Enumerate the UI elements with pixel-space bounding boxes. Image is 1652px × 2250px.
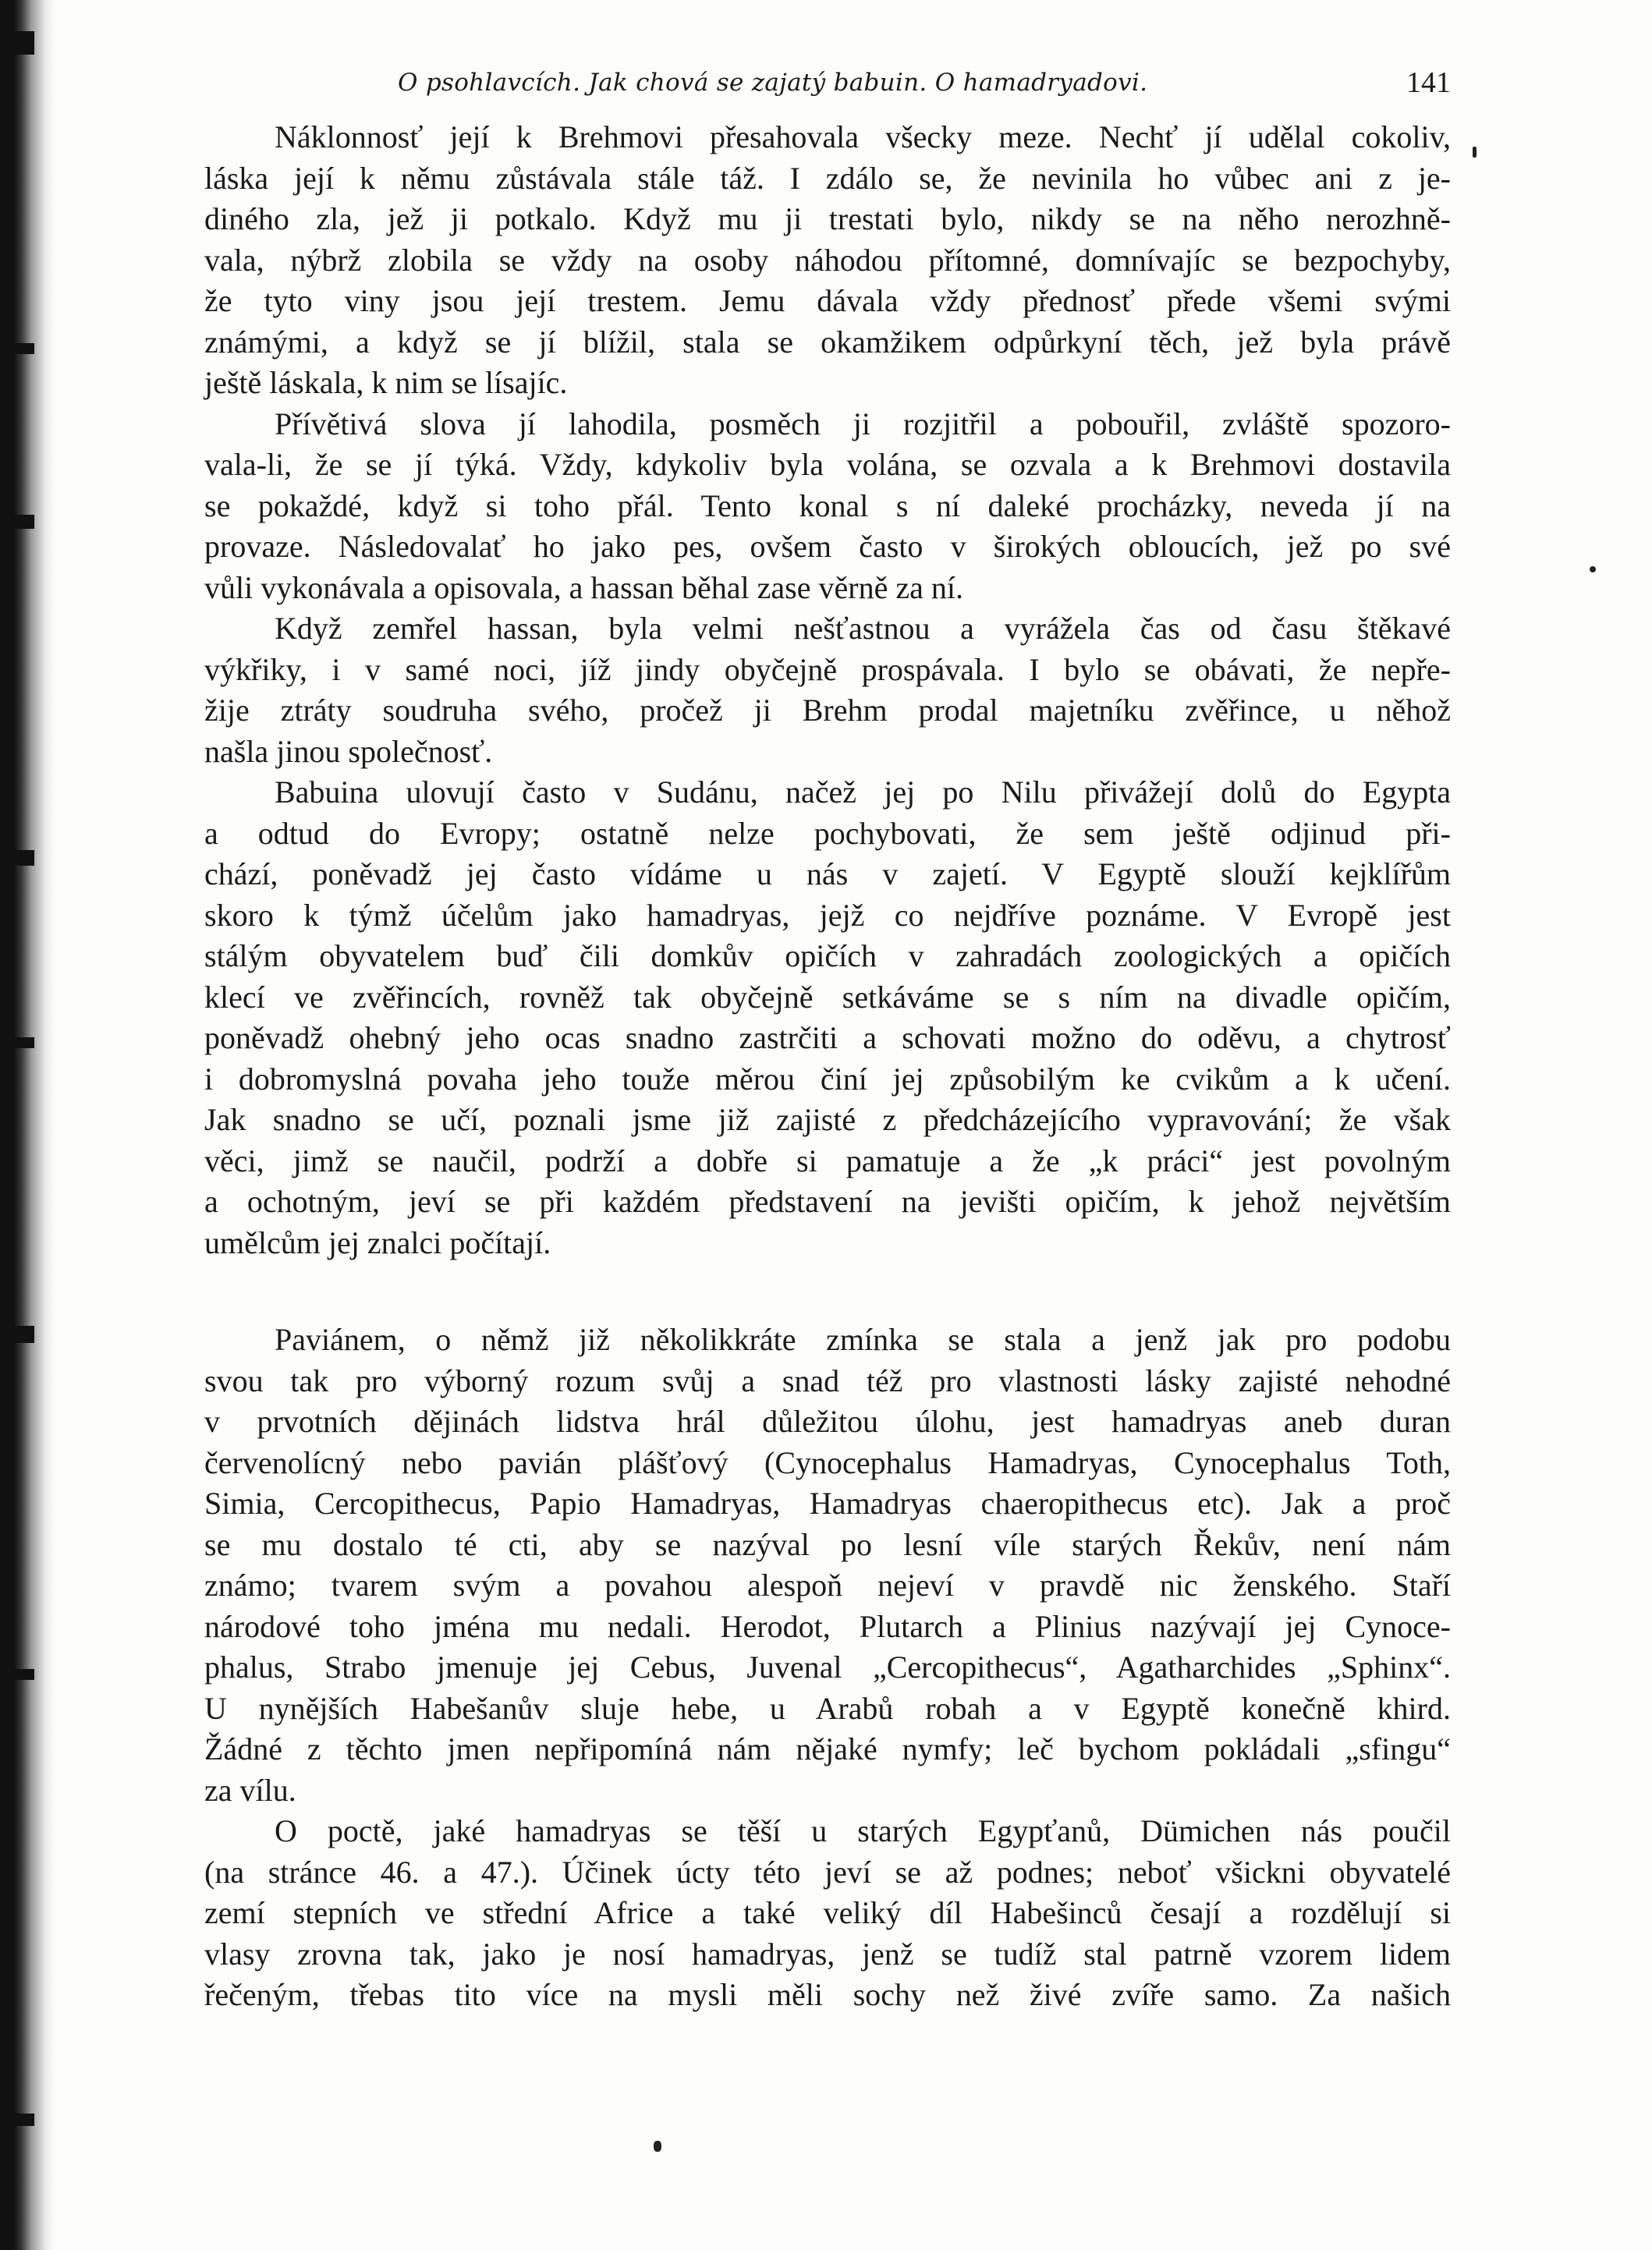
text-line: láska její k němu zůstávala stále táž. I zdálo se, že nevinila ho vůbec ani z je- bbox=[204, 160, 1451, 196]
text-line: výkřiky, i v samé noci, jíž jindy obyčejně prospávala. I bylo se obávati, že nepře- bbox=[204, 651, 1451, 687]
text-line: klecí ve zvěřincích, rovněž tak obyčejně setkáváme se s ním na divadle opičím, bbox=[204, 979, 1451, 1015]
text-line: se pokaždé, když si toho přál. Tento konal s ní daleké procházky, neveda jí na bbox=[204, 487, 1451, 523]
text-line: vůli vykonávala a opisovala, a hassan běhal zase věrně za ní. bbox=[204, 569, 963, 605]
text-line: Babuina ulovují často v Sudánu, načež jej po Nilu přivážejí dolů do Egypta bbox=[275, 774, 1451, 810]
text-line: červenolícný nebo pavián plášťový (Cynocephalus Hamadryas, Cynocephalus Toth, bbox=[204, 1444, 1451, 1480]
text-line: i dobromyslná povaha jeho touže měrou činí jej způsobilým ke cvikům a k učení. bbox=[204, 1061, 1451, 1097]
edge-mark bbox=[8, 1326, 34, 1343]
text-line: řečeným, třebas tito více na mysli měli sochy než živé zvíře samo. Za našich bbox=[204, 1977, 1451, 2012]
text-line: za vílu. bbox=[204, 1772, 296, 1808]
text-line: se mu dostalo té cti, aby se nazýval po lesní víle starých Řekův, není nám bbox=[204, 1526, 1451, 1562]
text-line: a odtud do Evropy; ostatně nelze pochybovati, že sem ještě odjinud při- bbox=[204, 815, 1451, 851]
running-head: O psohlavcích. Jak chová se zajatý babuin. O hamadryadovi. bbox=[398, 69, 1148, 97]
text-line: svou tak pro výborný rozum svůj a snad též pro vlastnosti lásky zajisté nehodné bbox=[204, 1362, 1451, 1398]
paragraph bbox=[204, 1320, 1451, 1811]
text-line: a ochotným, jeví se při každém představení na jevišti opičím, k jehož největším bbox=[204, 1184, 1451, 1219]
text-line: Žádné z těchto jmen nepřipomíná nám nějaké nymfy; leč bychom pokládali „sfingu“ bbox=[204, 1731, 1451, 1766]
text-line: stálým obyvatelem buď čili domkův opičích v zahradách zoologických a opičích bbox=[204, 938, 1451, 973]
text-line: věci, jimž se naučil, podrží a dobře si pamatuje a že „k práci“ jest povolným bbox=[204, 1143, 1451, 1178]
text-line: vlasy zrovna tak, jako je nosí hamadryas, jenž se tudíž stal patrně vzorem lidem bbox=[204, 1936, 1451, 1972]
edge-mark bbox=[8, 1037, 34, 1048]
text-line: známými, a když se jí blížil, stala se okamžikem odpůrkyní těch, jež byla právě bbox=[204, 324, 1451, 360]
text-line: umělcům jej znalci počítají. bbox=[204, 1224, 551, 1260]
text-line: poněvadž ohebný jeho ocas snadno zastrčiti a schovati možno do oděvu, a chytrosť bbox=[204, 1020, 1451, 1055]
paragraph bbox=[204, 404, 1451, 609]
text-line: ještě láskala, k nim se lísajíc. bbox=[204, 365, 568, 400]
edge-mark bbox=[8, 2114, 34, 2126]
text-line: Jak snadno se učí, poznali jsme již zajisté z předcházejícího vypravování; že však bbox=[204, 1102, 1451, 1137]
text-line: našla jinou společnosť. bbox=[204, 733, 493, 769]
text-line: Simia, Cercopithecus, Papio Hamadryas, Hamadryas chaeropithecus etc). Jak a proč bbox=[204, 1486, 1451, 1521]
scan-speck bbox=[1590, 566, 1596, 572]
paragraph bbox=[204, 117, 1451, 404]
text-line: vala, nýbrž zlobila se vždy na osoby náhodou přítomné, domnívajíc se bezpochyby, bbox=[204, 242, 1451, 278]
edge-mark bbox=[8, 850, 34, 866]
scan-speck bbox=[1473, 147, 1477, 158]
edge-mark bbox=[8, 31, 34, 55]
paragraph bbox=[204, 772, 1451, 1263]
text-line: U nynějších Habešanův sluje hebe, u Arabů robah a v Egyptě konečně khird. bbox=[204, 1690, 1451, 1726]
text-line: O poctě, jaké hamadryas se těší u starých Egypťanů, Dümichen nás poučil bbox=[275, 1813, 1451, 1848]
text-line: (na stránce 46. a 47.). Účinek úcty této jeví se až podnes; neboť všickni obyvatelé bbox=[204, 1854, 1451, 1890]
text-line: provaze. Následovalať ho jako pes, ovšem často v širokých obloucích, jež po své bbox=[204, 529, 1451, 564]
text-line: národové toho jména mu nedali. Herodot, Plutarch a Plinius nazývají jej Cynoce- bbox=[204, 1608, 1451, 1644]
paragraph bbox=[204, 608, 1451, 772]
body-text bbox=[204, 117, 1451, 2016]
text-line: Přívětivá slova jí lahodila, posměch ji rozjitřil a pobouřil, zvláště spozoro- bbox=[275, 406, 1451, 441]
text-line: v prvotních dějinách lidstva hrál důležitou úlohu, jest hamadryas aneb duran bbox=[204, 1404, 1451, 1439]
edge-mark bbox=[8, 343, 34, 354]
edge-mark bbox=[8, 1669, 34, 1680]
text-line: vala-li, že se jí týká. Vždy, kdykoliv byla volána, se ozvala a k Brehmovi dostavila bbox=[204, 447, 1451, 482]
text-line: chází, poněvadž jej často vídáme u nás v zajetí. V Egyptě slouží kejklířům bbox=[204, 856, 1451, 891]
text-line: zemí stepních ve střední Africe a také veliký díl Habešinců česají a rozdělují si bbox=[204, 1895, 1451, 1930]
text-line: diného zla, jež ji potkalo. Když mu ji trestati bylo, nikdy se na něho nerozhně- bbox=[204, 201, 1451, 236]
scan-speck bbox=[654, 2141, 661, 2152]
text-line: Paviánem, o němž již několikkráte zmínka se stala a jenž jak pro podobu bbox=[275, 1322, 1451, 1357]
section-gap bbox=[204, 1263, 1451, 1320]
text-line: skoro k týmž účelům jako hamadryas, jejž co nejdříve poznáme. V Evropě jest bbox=[204, 897, 1451, 933]
page-header bbox=[203, 62, 1451, 109]
text-line: známo; tvarem svým a povahou alespoň nejeví v pravdě nic ženského. Staří bbox=[204, 1568, 1451, 1603]
page-number: 141 bbox=[1406, 66, 1451, 99]
paragraphs bbox=[204, 117, 1451, 2016]
text-line: Náklonnosť její k Brehmovi přesahovala všecky meze. Nechť jí udělal cokoliv, bbox=[275, 119, 1451, 154]
binding-edge bbox=[0, 0, 55, 2250]
text-line: Když zemřel hassan, byla velmi nešťastnou a vyrážela čas od času štěkavé bbox=[275, 611, 1451, 646]
text-line: žije ztráty soudruha svého, pročež ji Brehm prodal majetníku zvěřince, u něhož bbox=[204, 693, 1451, 728]
text-line: phalus, Strabo jmenuje jej Cebus, Juvenal „Cercopithecus“, Agatharchides „Sphinx“. bbox=[204, 1649, 1451, 1685]
paragraph bbox=[204, 1811, 1451, 2016]
text-line: že tyto viny jsou její trestem. Jemu dávala vždy přednosť přede všemi svými bbox=[204, 283, 1451, 318]
edge-mark bbox=[8, 515, 34, 529]
